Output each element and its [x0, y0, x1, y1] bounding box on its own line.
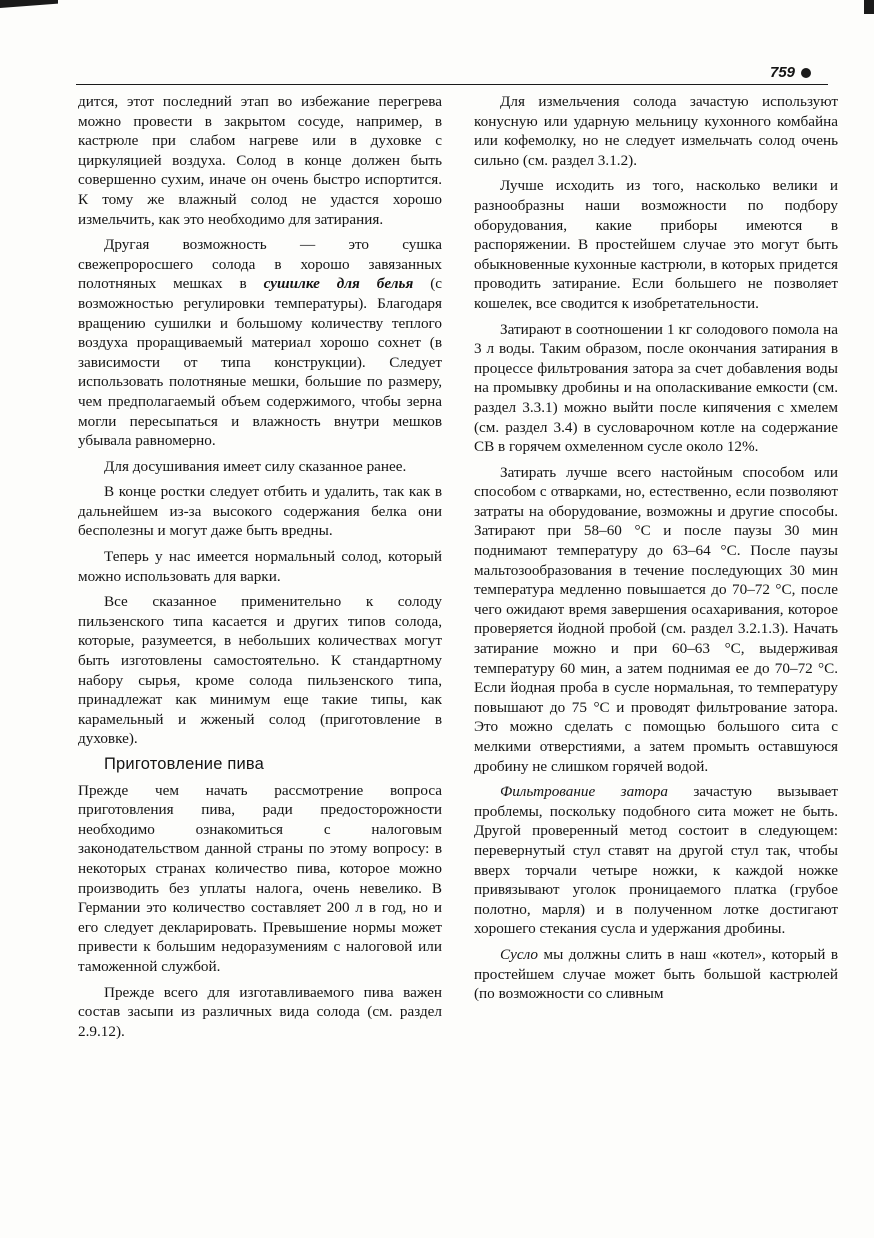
- paragraph-text: Другая возможность — это сушка свежепроросшего солода в хорошо завязанных полотняных мешках в: [78, 236, 442, 293]
- emphasized-term: сушилке для белья: [263, 275, 414, 293]
- paragraph-text: мы должны слить в наш «котел», который в простейшем случае может быть большой кастрюлей (по возможности со сливным: [474, 945, 838, 1003]
- paragraph: [474, 782, 838, 939]
- emphasized-term: Фильтрование затора: [500, 783, 668, 801]
- paragraph: [78, 235, 442, 451]
- paragraph: Прежде чем начать рассмотрение вопроса приготовления пива, ради предосторожности необходимо ознакомиться с налоговым законодательством данной страны по этому вопросу: в некоторых странах количество пива, которое можно производить без уплаты налога, очень невелико. В Германии это количество составляет 200 л в год, но и его следует декларировать. Превышение нормы может привести к большим недоразумениям с налоговой или таможенной службой.: [78, 781, 442, 975]
- emphasized-term: Сусло: [500, 945, 539, 963]
- left-column: [78, 92, 442, 1047]
- page-number: 759: [770, 64, 840, 81]
- paragraph: Для измельчения солода зачастую используют конусную или ударную мельницу кухонного комбайна или кофемолку, но не следует измельчать солод очень сильно (см. раздел 3.1.2).: [474, 93, 838, 169]
- paragraph: Для досушивания имеет силу сказанное ранее.: [104, 457, 407, 475]
- header-rule: [76, 84, 828, 85]
- paragraph: Затирать лучше всего настойным способом или способом с отварками, но, естественно, если позволяют затраты на оборудование, возможны и другие способы. Затирают при 58–60 °С и после паузы 30 мин поднимают температуру до 63–64 °С. После паузы мальтозообразования в течение последующих 30 мин температура медленно повышается до 70–72 °С, после чего ожидают время завершения осахаривания, которое проверяется йодной пробой (см. раздел 3.2.1.3). Начать затирание можно и при 60–63 °С, выдерживая температуру 60 мин, а затем поднимая ее до 70–72 °С. Если йодная проба в сусле нормальная, то температуру повышают до 75 °С и проводят фильтрование затора. Это можно сделать с помощью большого сита с мелкими отверстиями, а затем промыть оставшуюся дробину не слишком горячей водой.: [474, 463, 838, 775]
- scan-edge-mark-right: [864, 0, 874, 14]
- paragraph: В конце ростки следует отбить и удалить, так как в дальнейшем из-за высокого содержания белка они бесполезны и могут даже быть вредны.: [78, 483, 442, 540]
- right-column: [474, 92, 838, 1010]
- paragraph: Прежде всего для изготавливаемого пива важен состав засыпи из различных вида солода (см. раздел 2.9.12).: [78, 983, 442, 1040]
- paragraph: Лучше исходить из того, насколько велики и разнообразны наши возможности по подбору оборудования, какие приборы имеются в распоряжении. В простейшем случае это могут быть обыкновенные кухонные кастрюли, в которых придется проводить затирание. Если большего не позволяет кошелек, все сводится к изобретательности.: [474, 177, 838, 312]
- paragraph: Затирают в соотношении 1 кг солодового помола на 3 л воды. Таким образом, после окончания затирания в процессе фильтрования затора за счет добавления воды на промывку дробины и на ополаскивание емкости (см. раздел 3.3.1) можно выйти после кипячения с хмелем (см. раздел 3.4) в сусловарочном котле на содержание СВ в горячем охмеленном сусле около 12%.: [474, 320, 838, 456]
- paragraph: [474, 945, 838, 1004]
- section-heading: Приготовление пива: [104, 755, 265, 773]
- paragraph: Все сказанное применительно к солоду пильзенского типа касается и других типов солода, которые, разумеется, в небольших количествах могут быть изготовлены самостоятельно. К стандартному набору сырья, кроме солода пильзенского типа, принадлежат как минимум еще такие типы, как карамельный и жженый солод (приготовление в духовке).: [78, 593, 442, 748]
- paragraph: дится, этот последний этап во избежание перегрева можно провести в закрытом сосуде, например, в кастрюле при слабом нагреве или в духовке с циркуляцией воздуха. Солод в конце должен быть совершенно сухим, иначе он очень быстро испортится. К тому же влажный солод не удастся хорошо измельчить, как это необходимо для затирания.: [78, 93, 442, 228]
- page-marker-dot-icon: [801, 68, 811, 78]
- paragraph: Теперь у нас имеется нормальный солод, который можно использовать для варки.: [78, 548, 442, 585]
- paragraph-text: (с возможностью регулировки температуры). Благодаря вращению сушилки и большому количеству теплого воздуха проращиваемый материал хорошо сохнет (в зависимости от типа конструкции). Следует использовать полотняные мешки, большие по размеру, чем предполагаемый объем содержимого, чтобы зерна могли пересыпаться и влажность внутри мешков убывала равномерно.: [78, 275, 442, 450]
- paragraph-text: зачастую вызывает проблемы, поскольку подобного сита может не быть. Другой проверенный метод состоит в следующем: перевернутый стул ставят на другой стул так, чтобы вверх торчали четыре ножки, к каждой ножке привязывают уголок проницаемого платка (грубое полотно, марля) и в полученном лотке достигают хорошего стекания сусла и удержания дробины.: [474, 783, 838, 938]
- scan-edge-mark-left: [0, 0, 58, 8]
